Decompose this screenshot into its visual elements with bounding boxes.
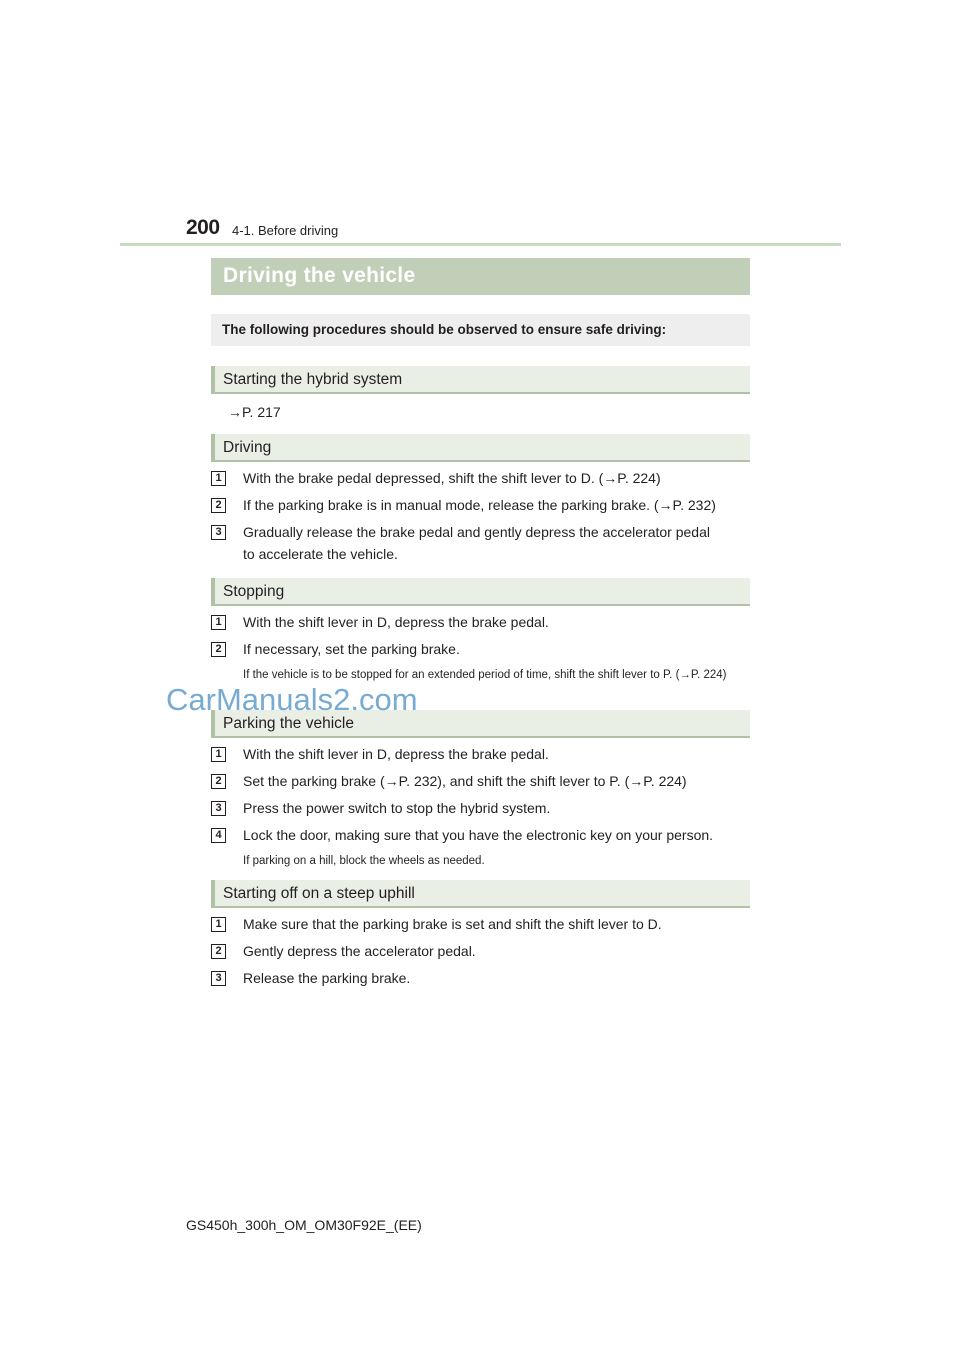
step-text: If the parking brake is in manual mode, release the parking brake. (→P. 232): [243, 497, 716, 513]
step-text: With the shift lever in D, depress the brake pedal.: [243, 746, 549, 762]
note-text: If the vehicle is to be stopped for an extended period of time, shift the shift lever to P. (→P. 224): [243, 669, 727, 681]
step-number-badge: 1: [211, 747, 226, 762]
heading-accent: [211, 434, 215, 460]
step-text: With the shift lever in D, depress the brake pedal.: [243, 614, 549, 630]
step-number-badge: 4: [211, 828, 226, 843]
heading-accent: [211, 880, 215, 906]
step-number-badge: 2: [211, 774, 226, 789]
step-text: If necessary, set the parking brake.: [243, 641, 460, 657]
heading-stopping: [211, 578, 750, 606]
step-text-continued: to accelerate the vehicle.: [243, 546, 398, 562]
heading-label: Parking the vehicle: [223, 715, 354, 732]
intro-text: The following procedures should be observed to ensure safe driving:: [222, 322, 667, 337]
step-text: Press the power switch to stop the hybrid system.: [243, 800, 551, 816]
footer-doc-code: GS450h_300h_OM_OM30F92E_(EE): [186, 1217, 422, 1233]
step-text: With the brake pedal depressed, shift the shift lever to D. (→P. 224): [243, 470, 661, 486]
note-text: If parking on a hill, block the wheels as needed.: [243, 855, 485, 867]
step-number-badge: 1: [211, 471, 226, 486]
step-number-badge: 3: [211, 525, 226, 540]
step-text: Gradually release the brake pedal and gently depress the accelerator pedal: [243, 524, 710, 540]
watermark-logo: CarManuals2.com: [166, 682, 418, 717]
step-number-badge: 2: [211, 944, 226, 959]
step-number-badge: 2: [211, 498, 226, 513]
step-text: Lock the door, making sure that you have the electronic key on your person.: [243, 827, 714, 843]
step-number-badge: 1: [211, 615, 226, 630]
section-label: 4-1. Before driving: [232, 223, 339, 238]
heading-accent: [211, 578, 215, 604]
intro-box: [211, 314, 750, 346]
heading-driving: [211, 434, 750, 462]
heading-label: Starting off on a steep uphill: [223, 885, 415, 902]
step-number-badge: 3: [211, 801, 226, 816]
step-text: Gently depress the accelerator pedal.: [243, 943, 476, 959]
heading-accent: [211, 366, 215, 392]
page-title-bar: [211, 258, 750, 295]
step-text: Set the parking brake (→P. 232), and shift the shift lever to P. (→P. 224): [243, 773, 687, 789]
heading-label: Driving: [223, 439, 272, 456]
step-number-badge: 3: [211, 971, 226, 986]
step-text: Make sure that the parking brake is set and shift the shift lever to D.: [243, 916, 662, 932]
step-number-badge: 1: [211, 917, 226, 932]
heading-label: Starting the hybrid system: [223, 371, 403, 388]
page-number: 200: [186, 216, 220, 239]
header-divider: [120, 243, 841, 246]
heading-label: Stopping: [223, 583, 285, 600]
heading-starting-hybrid-system: [211, 366, 750, 394]
page-reference-link[interactable]: →P. 217: [228, 404, 281, 420]
step-text: Release the parking brake.: [243, 970, 411, 986]
step-number-badge: 2: [211, 642, 226, 657]
heading-steep-uphill: [211, 880, 750, 908]
page-title: Driving the vehicle: [223, 264, 416, 287]
